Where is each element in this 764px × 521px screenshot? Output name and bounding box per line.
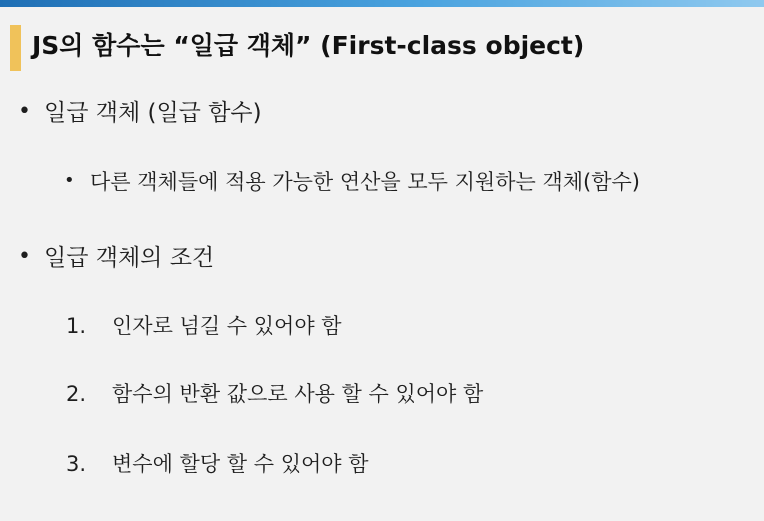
bullet-2: 일급 객체의 조건 [44,245,215,271]
numbered-item-text: 인자로 넘길 수 있어야 함 [112,314,342,338]
slide-title: JS의 함수는 “일급 객체” (First-class object) [32,31,585,60]
numbered-item-number: 2. [66,382,87,406]
numbered-item-number: 3. [66,452,87,476]
bullet-dot-icon: • [18,244,31,269]
sub-bullet-1: 다른 객체들에 적용 가능한 연산을 모두 지원하는 객체(함수) [90,170,640,194]
title-accent-bar [10,25,21,71]
bullet-1: 일급 객체 (일급 함수) [44,100,262,126]
sub-bullet-dot-icon: • [64,170,75,191]
numbered-item-text: 변수에 할당 할 수 있어야 함 [112,452,369,476]
numbered-item-text: 함수의 반환 값으로 사용 할 수 있어야 함 [112,382,484,406]
numbered-item-number: 1. [66,314,87,338]
top-accent-strip [0,0,764,7]
bullet-dot-icon: • [18,99,31,124]
